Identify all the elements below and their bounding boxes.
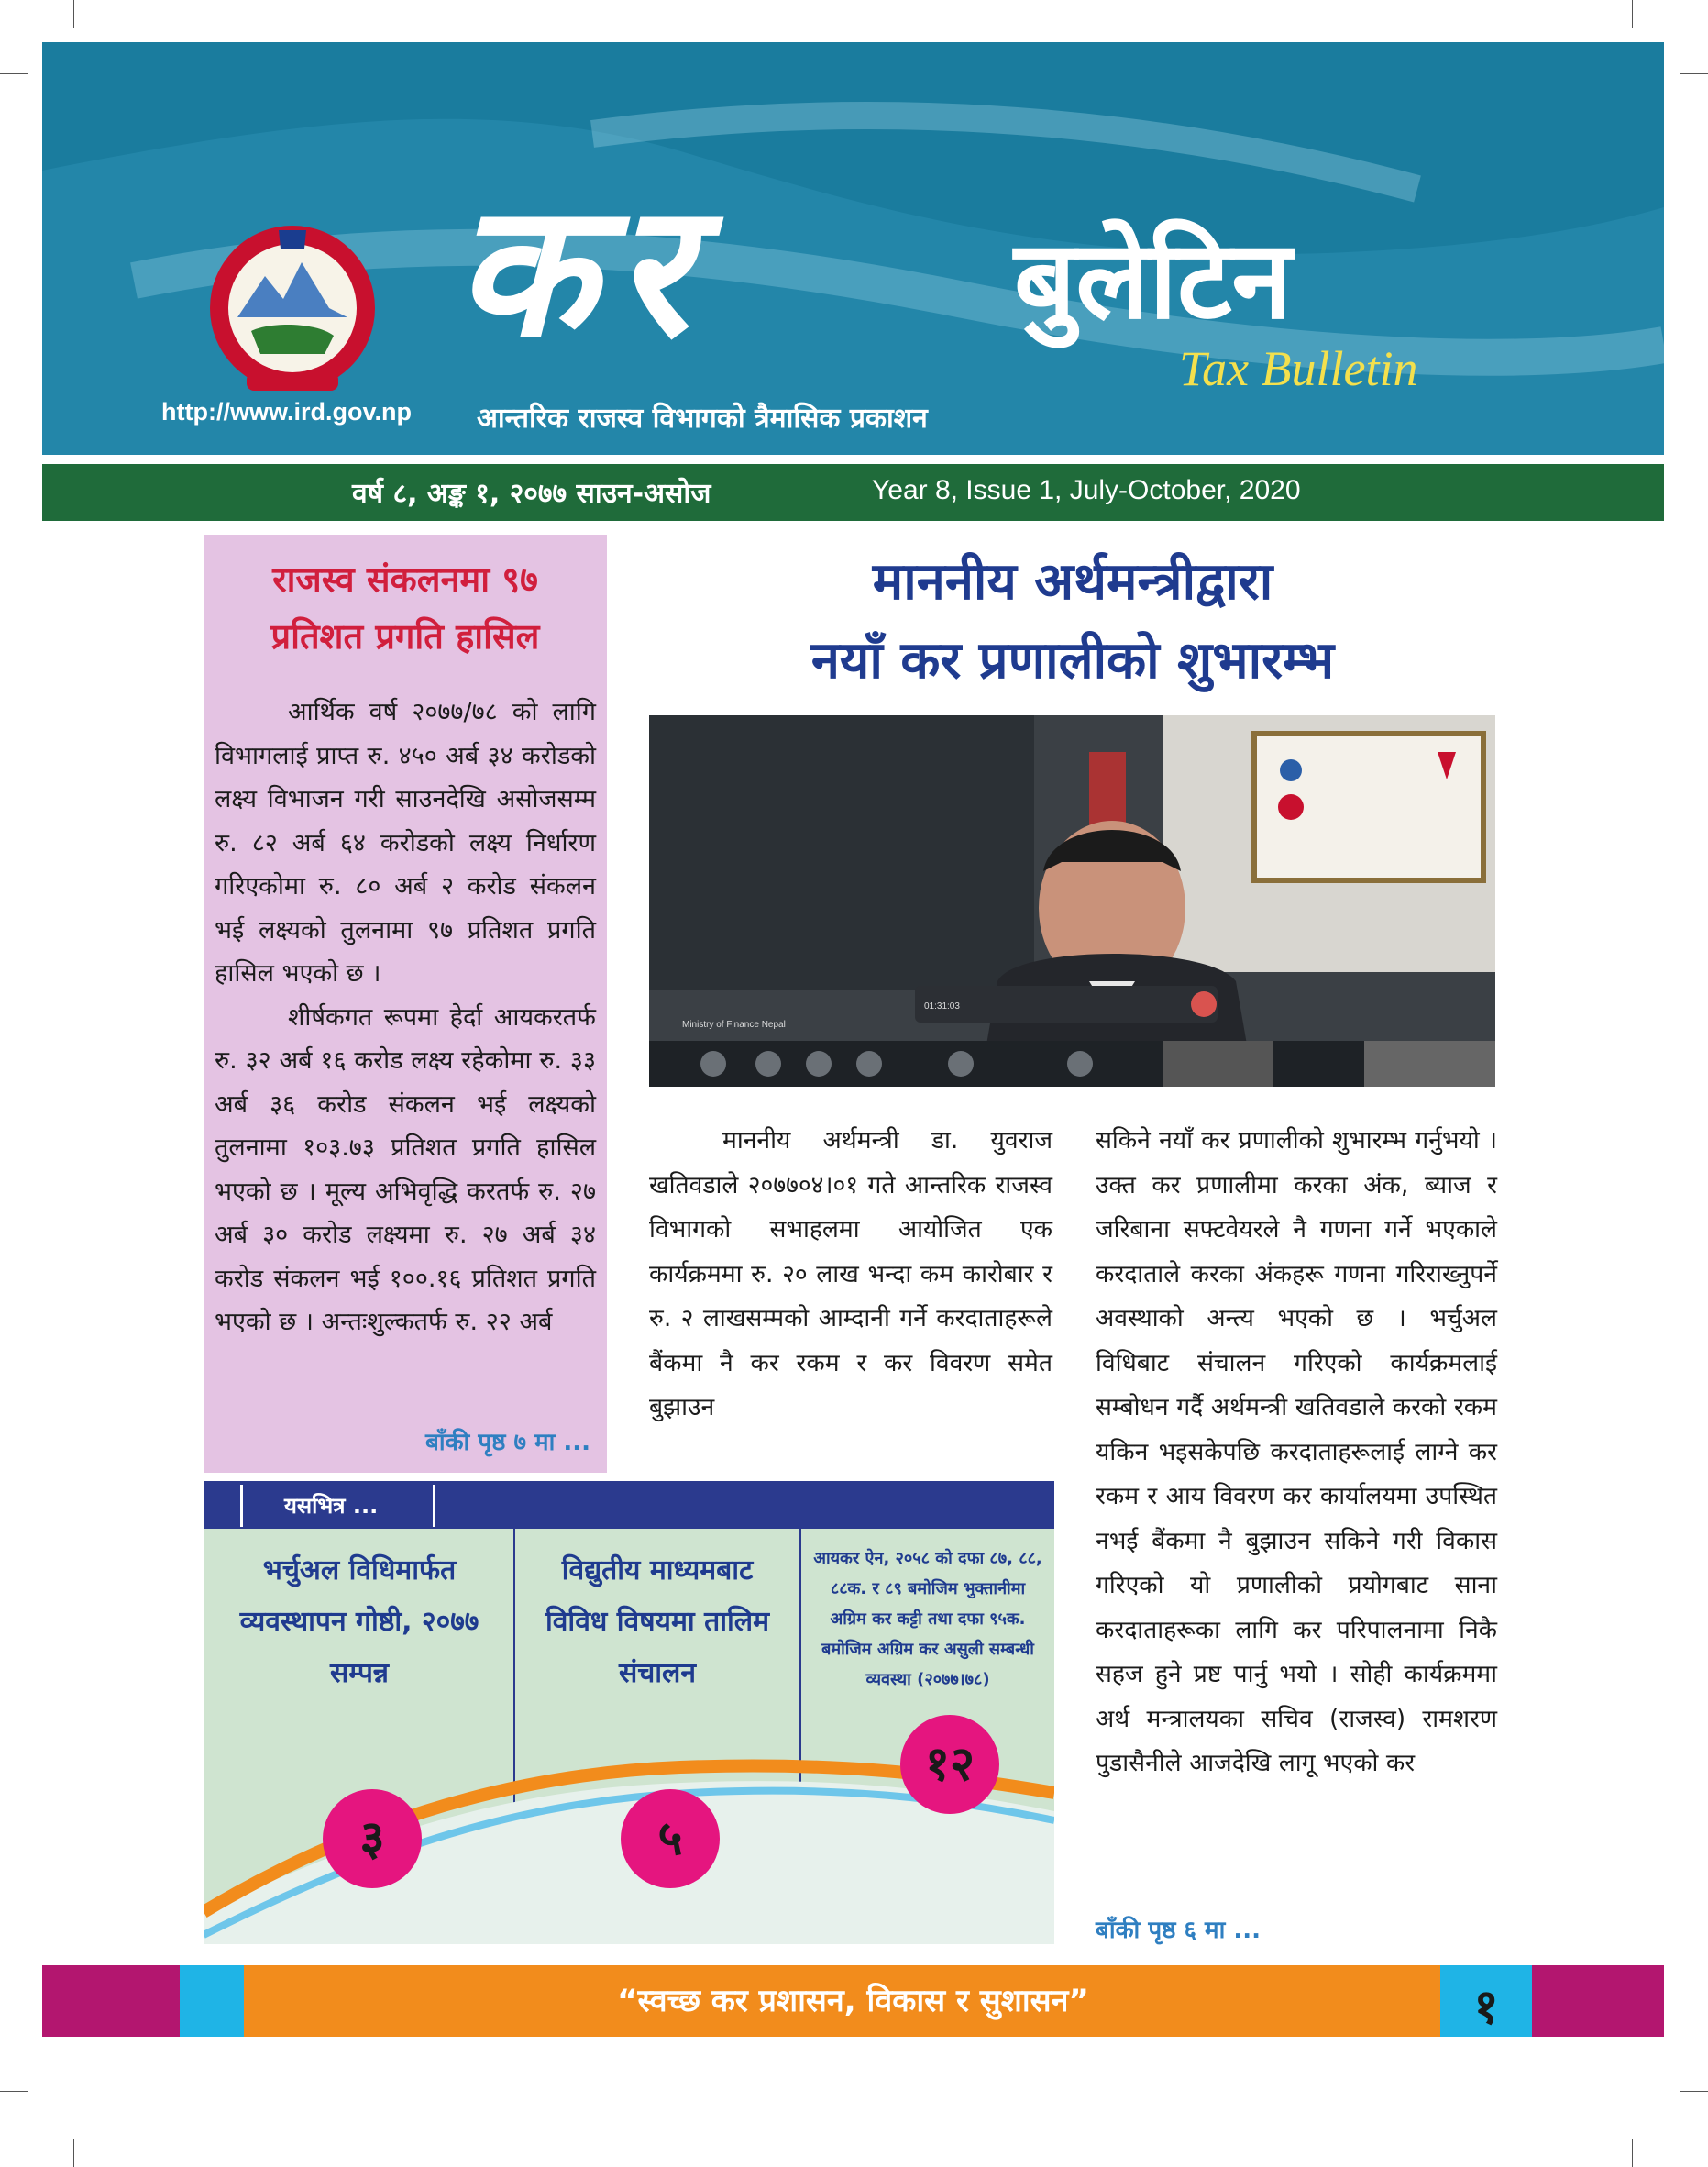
crop-mark bbox=[1680, 2091, 1708, 2092]
article-continued-link[interactable]: बाँकी पृष्ठ ६ मा ... bbox=[1096, 1917, 1262, 1944]
inside-item-2-title[interactable]: विद्युतीय माध्यमबाट विविध विषयमा तालिम संचालन bbox=[545, 1554, 770, 1689]
nepal-emblem-icon bbox=[196, 212, 389, 409]
tagline: आन्तरिक राजस्व विभागको त्रैमासिक प्रकाशन bbox=[477, 403, 928, 435]
crop-mark bbox=[1632, 2139, 1633, 2167]
crop-mark bbox=[0, 73, 28, 74]
footer-bar bbox=[42, 1965, 1664, 2037]
sidebar-title-line2: प्रतिशत प्रगति हासिल bbox=[270, 616, 540, 657]
photo-caption: Ministry of Finance Nepal bbox=[682, 1020, 786, 1030]
title-kar: कर bbox=[455, 164, 708, 378]
sidebar-paragraph: शीर्षकगत रूपमा हेर्दा आयकरतर्फ रु. ३२ अर्ब १६ करोड लक्ष्य रहेकोमा रु. ३३ अर्ब ३६ करोड संकलन भई लक्ष्यको तुलनामा १०३.७३ प्रतिशत प्रगति हासिल भएको छ । मूल्य अभिवृद्धि करतर्फ रु. २७ अर्ब ३० करोड लक्ष्यमा रु. २७ अर्ब ३४ करोड संकलन भई १००.१६ प्रतिशत प्रगति भएको छ । अन्तःशुल्कतर्फ रु. २२ अर्ब bbox=[215, 1002, 596, 1336]
inside-item-1-page[interactable]: ३ bbox=[323, 1789, 422, 1888]
inside-label: यसभित्र ... bbox=[284, 1493, 379, 1519]
website-url[interactable]: http://www.ird.gov.np bbox=[161, 398, 412, 426]
video-call-image bbox=[649, 715, 1495, 1087]
inside-item-3-title[interactable]: आयकर ऐन, २०५८ को दफा ८७, ८८, ८८क. र ८९ बमोजिम भुक्तानीमा अग्रिम कर कट्टी तथा दफा ९५क. बमोजिम अग्रिम कर असुली सम्बन्धी व्यवस्था (२०७७।७८) bbox=[813, 1549, 1042, 1689]
crop-mark bbox=[1632, 0, 1633, 28]
sidebar-continued-link[interactable]: बाँकी पृष्ठ ७ मा ... bbox=[424, 1429, 590, 1456]
crop-mark bbox=[73, 0, 74, 28]
crop-mark bbox=[73, 2139, 74, 2167]
issue-nepali: वर्ष ८, अङ्क १, २०७७ साउन-असोज bbox=[352, 478, 711, 510]
photo-time: 01:31:03 bbox=[924, 1001, 960, 1012]
swoosh-decoration bbox=[204, 1481, 1054, 1944]
issue-bar bbox=[42, 464, 1664, 521]
inside-item-2-page[interactable]: ५ bbox=[621, 1789, 720, 1888]
inside-this-issue bbox=[204, 1481, 1054, 1944]
article-photo bbox=[649, 715, 1495, 1087]
sidebar-article bbox=[204, 535, 607, 1473]
page-number: १ bbox=[1473, 1980, 1499, 2035]
article-column-2: सकिने नयाँ कर प्रणालीको शुभारम्भ गर्नुभयो । उक्त कर प्रणालीमा करका अंक, ब्याज र जरिबाना सफ्टवेयरले नै गणना गर्ने भएकाले करदाताले करका अंकहरू गणना गरिराख्नुपर्ने अवस्थाको अन्त्य भएको छ । भर्चुअल विधिबाट संचालन गरिएको कार्यक्रमलाई सम्बोधन गर्दै अर्थमन्त्री खतिवडाले करको रकम यकिन भइसकेपछि करदाताहरूलाई लाग्ने कर रकम र आय विवरण कर कार्यालयमा उपस्थित नभई बैंकमा नै बुझाउन सकिने गरी विकास गरिएको यो प्रणालीको प्रयोगबाट साना करदाताहरूका लागि कर परिपालनामा निकै सहज हुने प्रष्ट पार्नु भयो । सोही कार्यक्रममा अर्थ मन्त्रालयका सचिव (राजस्व) रामशरण पुडासैनीले आजदेखि लागू भएको कर bbox=[1096, 1126, 1497, 1777]
title-english: Tax Bulletin bbox=[1179, 341, 1418, 396]
sidebar-article-title bbox=[204, 551, 607, 665]
inside-item-1-title[interactable]: भर्चुअल विधिमार्फत व्यवस्थापन गोष्ठी, २०७७ सम्पन्न bbox=[239, 1554, 479, 1689]
main-headline bbox=[633, 543, 1513, 701]
headline-line2: नयाँ कर प्रणालीको शुभारम्भ bbox=[810, 631, 1335, 691]
crop-mark bbox=[1680, 73, 1708, 74]
footer-motto: “स्वच्छ कर प्रशासन, विकास र सुशासन” bbox=[617, 1983, 1089, 2019]
sidebar-title-line1: राजस्व संकलनमा ९७ bbox=[272, 559, 538, 600]
inside-item-3-page[interactable]: १२ bbox=[900, 1715, 999, 1814]
crop-mark bbox=[0, 2091, 28, 2092]
issue-english: Year 8, Issue 1, July-October, 2020 bbox=[872, 475, 1301, 505]
sidebar-paragraph: आर्थिक वर्ष २०७७/७८ को लागि विभागलाई प्राप्त रु. ४५० अर्ब ३४ करोडको लक्ष्य विभाजन गरी साउनदेखि असोजसम्म रु. ८२ अर्ब ६४ करोडको लक्ष्य निर्धारण गरिएकोमा रु. ८० अर्ब २ करोड संकलन भई लक्ष्यको तुलनामा ९७ प्रतिशत प्रगति हासिल भएको छ । bbox=[215, 698, 596, 988]
sidebar-article-body bbox=[215, 691, 596, 1344]
masthead bbox=[42, 42, 1664, 455]
article-column-1: माननीय अर्थमन्त्री डा. युवराज खतिवडाले २०७७०४।०१ गते आन्तरिक राजस्व विभागको सभाहलमा आयोजित एक कार्यक्रममा रु. २० लाख भन्दा कम कारोबार र रु. २ लाखसम्मको आम्दानी गर्ने करदाताहरूले बैंकमा नै कर रकम र कर विवरण समेत बुझाउन bbox=[649, 1126, 1052, 1421]
title-bulletin: बुलेटिन bbox=[1014, 216, 1292, 343]
headline-line1: माननीय अर्थमन्त्रीद्वारा bbox=[872, 552, 1273, 612]
